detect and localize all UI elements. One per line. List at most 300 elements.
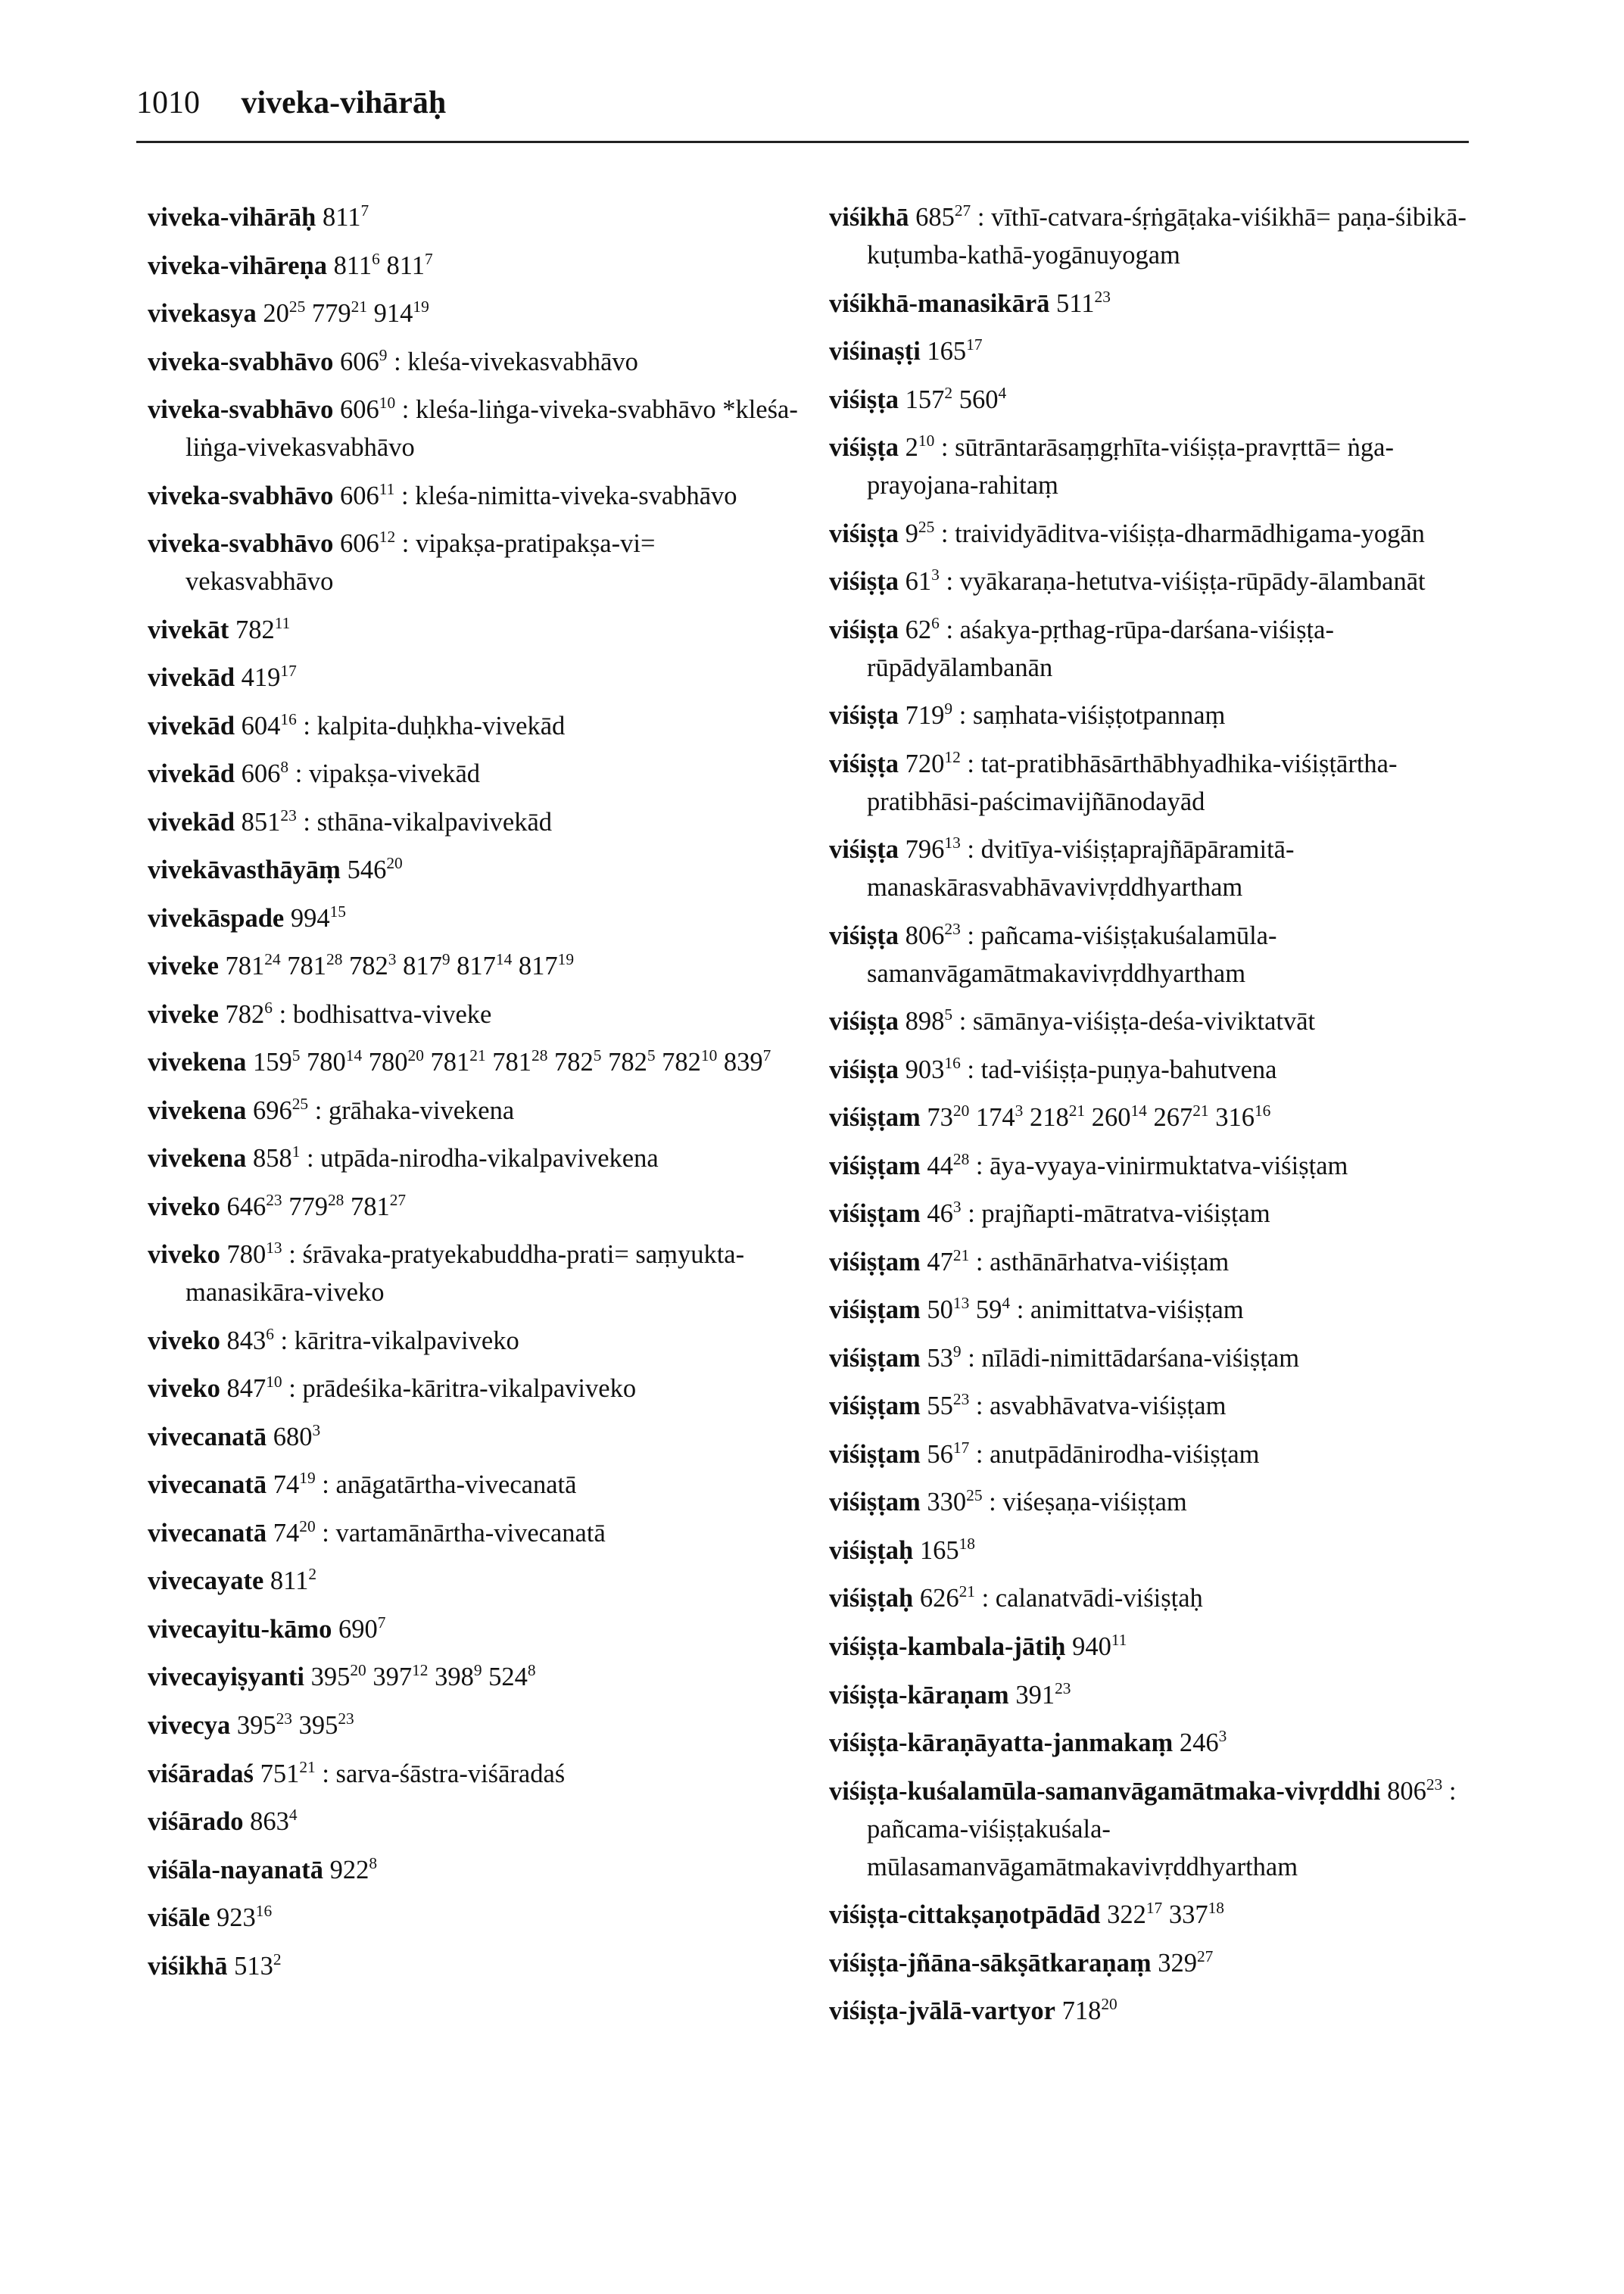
entry-headword: vivekasya xyxy=(148,299,257,329)
index-entry: viśiṣṭa $720^{12}$ : tat-pratibhāsārthābhyadhika-viśiṣṭārtha-pratibhāsi-paścimavijñānodayād xyxy=(829,747,1398,816)
ref-page: 817 xyxy=(457,952,496,981)
index-entry xyxy=(148,1947,799,1985)
index-entry: viśiṣṭa $61^3$ : vyākaraṇa-hetutva-viśiṣṭa-rūpādy-ālambanāt xyxy=(829,565,1426,597)
entry-gloss: āya-vyaya-vinirmuktatva-viśiṣṭam xyxy=(990,1151,1348,1180)
page-reference xyxy=(927,1199,961,1228)
ref-line: 20 xyxy=(386,853,403,872)
entry-gloss: vyākaraṇa-hetutva-viśiṣṭa-rūpādy-ālambanāt xyxy=(959,567,1426,597)
index-entry: viśiṣṭaḥ $626^{21}$ : calanatvādi-viśiṣṭaḥ xyxy=(829,1582,1203,1613)
index-entry: viśiṣṭam $44^{28}$ : āya-vyaya-vinirmuktatva-viśiṣṭam xyxy=(829,1149,1348,1180)
page-reference xyxy=(1158,1946,1214,1978)
ref-line: 6 xyxy=(266,1324,274,1343)
page-reference xyxy=(226,1240,282,1269)
entry-headword: viśiṣṭa-kāraṇam xyxy=(829,1680,1009,1710)
page-reference xyxy=(927,1392,969,1420)
ref-line: 20 xyxy=(350,1661,366,1680)
index-entry xyxy=(148,1658,799,1696)
index-entry: viśāradaś $751^{21}$ : sarva-śāstra-viśāradaś xyxy=(148,1757,566,1788)
ref-page: 44 xyxy=(927,1151,953,1180)
header-rule xyxy=(136,141,1469,143)
page-reference xyxy=(906,701,952,730)
page-reference xyxy=(1153,1103,1208,1132)
ref-page: 781 xyxy=(430,1048,470,1077)
ref-line: 14 xyxy=(345,1046,363,1065)
ref-line: 9 xyxy=(441,950,450,968)
entry-headword: vivekāt xyxy=(148,615,229,644)
page-reference xyxy=(386,251,432,280)
ref-line: 10 xyxy=(266,1373,282,1392)
ref-line: 21 xyxy=(351,297,368,316)
page-reference xyxy=(927,1344,961,1373)
ref-line: 13 xyxy=(266,1239,282,1258)
ref-page: 50 xyxy=(927,1295,953,1325)
entry-gloss: saṃhata-viśiṣṭotpannaṃ xyxy=(972,701,1226,731)
index-entry xyxy=(148,1610,799,1648)
page-reference xyxy=(927,1295,969,1324)
ref-page: 329 xyxy=(1158,1948,1197,1978)
ref-line: 7 xyxy=(424,249,433,268)
entry-headword: viveka-svabhāvo xyxy=(148,395,334,425)
entry-headword: viveka-svabhāvo xyxy=(148,529,334,559)
index-entry: viśiṣṭa $62^6$ : aśakya-pṛthag-rūpa-darśana-viśiṣṭa-rūpādyālambanān xyxy=(829,613,1334,682)
entry-gloss: vīthī-catvara-śṛṅgāṭaka-viśikhā= paṇa-śibikā-kuṭumba-kathā-yogānuyogam xyxy=(867,203,1467,270)
page-reference xyxy=(253,1144,300,1173)
page-reference xyxy=(554,1048,601,1077)
page-reference xyxy=(959,385,1006,414)
page-reference xyxy=(927,1488,982,1516)
page-reference xyxy=(338,1615,385,1644)
entry-headword: viśinaṣṭi xyxy=(829,337,921,366)
entry-headword: viśiṣṭa xyxy=(829,519,899,548)
ref-page: 74 xyxy=(273,1470,300,1500)
page-reference xyxy=(906,835,961,864)
entry-headword: viśiṣṭa xyxy=(829,433,899,463)
page-reference xyxy=(226,1326,273,1355)
ref-line: 18 xyxy=(959,1534,975,1553)
ref-page: 780 xyxy=(307,1048,346,1077)
ref-page: 398 xyxy=(435,1663,474,1692)
ref-line: 21 xyxy=(469,1046,486,1065)
entry-headword: viśiṣṭam xyxy=(829,1199,921,1229)
ref-page: 397 xyxy=(372,1663,413,1692)
ref-page: 858 xyxy=(252,1144,292,1173)
entry-gloss: anutpādānirodha-viśiṣṭam xyxy=(990,1439,1260,1469)
ref-page: 165 xyxy=(927,337,967,366)
page-reference xyxy=(273,1420,321,1451)
entry-gloss: sarva-śāstra-viśāradaś xyxy=(335,1759,566,1788)
ref-page: 626 xyxy=(919,1584,959,1613)
entry-headword: viśāradaś xyxy=(148,1759,254,1788)
ref-line: 23 xyxy=(276,1709,292,1728)
page-reference xyxy=(234,1952,281,1981)
page-reference xyxy=(334,251,380,280)
entry-gloss: vipakṣa-vivekād xyxy=(308,759,481,789)
entry-gloss: kleśa-liṅga-viveka-svabhāvo *kleśa-liṅga-vivekasvabhāvo xyxy=(185,395,798,463)
entry-headword: viśiṣṭam xyxy=(829,1295,921,1325)
index-entry: viśiṣṭa-kuśalamūla-samanvāgamātmaka-vivṛddhi $806^{23}$ : pañcama-viśiṣṭakuśala-mūlasamanvāgamātmakavivṛddhyartham xyxy=(829,1775,1457,1881)
ref-page: 685 xyxy=(915,203,955,232)
ref-page: 806 xyxy=(905,921,945,950)
ref-line: 28 xyxy=(327,1190,344,1209)
ref-line: 10 xyxy=(918,431,935,450)
ref-page: 337 xyxy=(1168,1900,1208,1930)
index-entry xyxy=(148,611,799,649)
entry-gloss: asvabhāvatva-viśiṣṭam xyxy=(990,1392,1227,1421)
ref-page: 811 xyxy=(386,251,425,280)
entry-gloss: bodhisattva-viveke xyxy=(292,999,492,1029)
ref-line: 19 xyxy=(557,950,575,968)
index-entry: vivecanatā $74^{19}$ : anāgatārtha-vivecanatā xyxy=(148,1469,577,1500)
ref-page: 322 xyxy=(1107,1900,1146,1930)
entry-headword: viveke xyxy=(148,952,219,981)
entry-headword: viśiṣṭa xyxy=(829,567,899,597)
ref-page: 796 xyxy=(905,835,945,865)
page-reference xyxy=(263,299,305,328)
entry-headword: viśiṣṭam xyxy=(829,1392,921,1421)
page-reference xyxy=(253,1048,300,1077)
entry-headword: viśikhā xyxy=(148,1951,228,1981)
index-entry: viveko $843^6$ : kāritra-vikalpaviveko xyxy=(148,1324,519,1355)
ref-line: 25 xyxy=(966,1486,983,1505)
page-reference xyxy=(1092,1103,1147,1132)
ref-line: 6 xyxy=(372,249,380,268)
index-entry xyxy=(829,1532,1495,1569)
entry-headword: vivecanatā xyxy=(148,1518,267,1548)
entry-headword: viveka-svabhāvo xyxy=(148,347,334,376)
page-reference xyxy=(431,1048,486,1077)
entry-gloss: vartamānārtha-vivecanatā xyxy=(335,1518,606,1548)
ref-line: 20 xyxy=(407,1046,424,1065)
page-reference xyxy=(253,1096,308,1125)
page-reference xyxy=(1015,1678,1071,1710)
index-entry: viveka-svabhāvo $606^9$ : kleśa-vivekasvabhāvo xyxy=(148,345,638,376)
page-reference xyxy=(724,1048,771,1077)
left-column xyxy=(148,198,799,1985)
entry-headword: vivekād xyxy=(148,807,235,837)
ref-line: 3 xyxy=(388,950,397,968)
ref-page: 606 xyxy=(340,529,379,559)
ref-page: 914 xyxy=(373,299,413,329)
ref-page: 903 xyxy=(905,1055,945,1084)
ref-line: 23 xyxy=(952,1390,970,1409)
entry-headword: viveka-svabhāvo xyxy=(148,481,334,510)
page-reference xyxy=(1072,1632,1127,1661)
index-entry xyxy=(829,381,1495,419)
page-reference xyxy=(287,952,342,980)
page-reference xyxy=(288,1192,344,1221)
index-entry xyxy=(148,1851,799,1889)
ref-line: 27 xyxy=(954,201,971,220)
ref-line: 23 xyxy=(266,1190,282,1209)
index-entry: viśiṣṭa $9^{25}$ : traividyāditva-viśiṣṭa-dharmādhigama-yogān xyxy=(829,517,1425,548)
index-entry: viśiṣṭam $47^{21}$ : asthānārhatva-viśiṣṭam xyxy=(829,1245,1230,1276)
page-reference xyxy=(1056,289,1111,318)
ref-page: 781 xyxy=(225,952,265,981)
ref-line: 16 xyxy=(280,709,297,728)
ref-page: 174 xyxy=(975,1103,1015,1133)
page-reference xyxy=(608,1048,655,1077)
page-reference xyxy=(349,952,396,980)
entry-gloss: calanatvādi-viśiṣṭaḥ xyxy=(995,1584,1203,1613)
entry-gloss: śrāvaka-pratyekabuddha-prati= saṃyukta-manasikāra-viveko xyxy=(185,1240,745,1308)
page-reference xyxy=(403,952,450,980)
entry-gloss: prajñapti-mātratva-viśiṣṭam xyxy=(981,1199,1270,1229)
page-reference xyxy=(927,1103,969,1132)
index-entry xyxy=(148,1803,799,1840)
ref-line: 12 xyxy=(944,747,961,766)
ref-page: 56 xyxy=(927,1439,953,1469)
ref-page: 604 xyxy=(241,711,281,740)
index-entry: viśiṣṭam $55^{23}$ : asvabhāvatva-viśiṣṭam xyxy=(829,1390,1227,1421)
page-reference xyxy=(250,1807,297,1836)
page-reference xyxy=(340,529,395,558)
page-reference xyxy=(226,952,281,980)
page-reference xyxy=(1387,1777,1442,1806)
ref-line: 15 xyxy=(329,902,346,921)
ref-line: 14 xyxy=(495,950,513,968)
page-reference xyxy=(1169,1900,1224,1929)
ref-page: 811 xyxy=(333,251,372,280)
entry-headword: viveko xyxy=(148,1374,220,1404)
ref-line: 17 xyxy=(1146,1898,1163,1917)
index-entry xyxy=(829,332,1495,370)
ref-line: 11 xyxy=(1111,1630,1127,1649)
ref-page: 646 xyxy=(226,1192,267,1221)
ref-page: 46 xyxy=(927,1199,953,1229)
ref-page: 316 xyxy=(1215,1103,1255,1133)
ref-line: 17 xyxy=(966,335,983,354)
page-reference xyxy=(492,1048,547,1077)
ref-page: 606 xyxy=(340,481,379,510)
index-entry xyxy=(148,1899,799,1937)
page-reference xyxy=(340,345,388,376)
ref-page: 863 xyxy=(250,1807,289,1837)
ref-page: 817 xyxy=(518,952,558,981)
ref-line: 21 xyxy=(959,1582,975,1601)
ref-line: 16 xyxy=(944,1053,961,1072)
ref-page: 922 xyxy=(329,1855,369,1884)
ref-line: 23 xyxy=(944,919,961,938)
index-entry xyxy=(148,1043,799,1081)
page-reference xyxy=(906,433,935,462)
ref-page: 20 xyxy=(263,299,289,329)
ref-line: 10 xyxy=(379,393,396,412)
entry-headword: vivekena xyxy=(148,1048,247,1077)
page-reference xyxy=(905,747,961,778)
ref-page: 782 xyxy=(608,1048,647,1077)
page-reference xyxy=(488,1663,535,1691)
index-entry: vivekād $851^{23}$ : sthāna-vikalpavivekād xyxy=(148,806,553,837)
page-reference xyxy=(1030,1103,1085,1132)
index-entry xyxy=(148,1188,799,1226)
right-column xyxy=(829,198,1495,2030)
ref-line: 16 xyxy=(255,1901,273,1920)
entry-headword: viśārado xyxy=(148,1807,244,1837)
ref-page: 395 xyxy=(310,1663,351,1692)
ref-page: 330 xyxy=(927,1488,967,1517)
page-reference xyxy=(235,613,291,644)
index-entry: viśiṣṭam $53^9$ : nīlādi-nimittādarśana-viśiṣṭam xyxy=(829,1342,1300,1373)
index-entry xyxy=(148,659,799,697)
ref-page: 718 xyxy=(1061,1996,1102,2026)
ref-line: 8 xyxy=(280,757,289,776)
ref-line: 3 xyxy=(952,1198,962,1217)
index-entry xyxy=(829,1896,1495,1934)
ref-page: 780 xyxy=(226,1240,267,1270)
ref-page: 62 xyxy=(905,615,932,644)
entry-headword: viśiṣṭa xyxy=(829,385,899,414)
ref-line: 5 xyxy=(291,1046,301,1065)
ref-line: 21 xyxy=(1192,1102,1209,1121)
ref-line: 8 xyxy=(527,1661,536,1680)
entry-headword: viśiṣṭam xyxy=(829,1488,921,1517)
ref-page: 847 xyxy=(226,1374,267,1404)
index-entry xyxy=(148,1418,799,1456)
page-reference xyxy=(260,1759,316,1788)
page-reference xyxy=(927,1245,970,1276)
entry-gloss: sthāna-vikalpavivekād xyxy=(316,807,553,837)
entry-headword: vivekāvasthāyāṃ xyxy=(148,856,341,885)
ref-page: 782 xyxy=(554,1048,594,1077)
page-reference xyxy=(226,1374,282,1403)
page-reference xyxy=(242,663,297,692)
page-reference xyxy=(976,1103,1023,1132)
ref-page: 165 xyxy=(919,1535,959,1565)
page-reference xyxy=(905,613,940,644)
entry-gloss: kāritra-vikalpaviveko xyxy=(294,1326,519,1355)
ref-line: 12 xyxy=(412,1661,429,1680)
index-entry xyxy=(148,295,799,332)
ref-line: 14 xyxy=(1130,1102,1147,1121)
index-entry: viśiṣṭa $806^{23}$ : pañcama-viśiṣṭakuśalamūla-samanvāgamātmakavivṛddhyartham xyxy=(829,919,1277,988)
entry-gloss: prādeśika-kāritra-vikalpaviveko xyxy=(302,1374,637,1404)
ref-page: 513 xyxy=(234,1951,273,1981)
page-reference xyxy=(906,519,935,548)
page-reference xyxy=(312,299,367,328)
index-entry xyxy=(148,899,799,937)
entry-headword: viśiṣṭam xyxy=(829,1439,921,1469)
index-entry xyxy=(148,198,799,236)
ref-page: 780 xyxy=(368,1048,408,1077)
index-entry: viveko $780^{13}$ : śrāvaka-pratyekabuddha-prati= saṃyukta-manasikāra-viveko xyxy=(148,1239,745,1308)
ref-page: 782 xyxy=(662,1048,701,1077)
ref-line: 27 xyxy=(1196,1946,1214,1965)
running-headword: viveka-vihārāḥ xyxy=(241,86,447,120)
page-reference xyxy=(242,759,288,788)
index-entry: vivecanatā $74^{20}$ : vartamānārtha-vivecanatā xyxy=(148,1516,606,1548)
ref-page: 779 xyxy=(311,299,351,329)
index-entry: vivekād $604^{16}$ : kalpita-duḥkha-vivekād xyxy=(148,709,566,740)
entry-headword: viśiṣṭa xyxy=(829,835,899,865)
index-entry xyxy=(829,1676,1495,1714)
entry-gloss: pañcama-viśiṣṭakuśala-mūlasamanvāgamātmakavivṛddhyartham xyxy=(867,1814,1298,1881)
page-reference xyxy=(329,1853,378,1884)
ref-page: 59 xyxy=(975,1295,1002,1325)
page-reference xyxy=(906,1007,952,1036)
ref-page: 267 xyxy=(1153,1103,1193,1133)
page-reference xyxy=(457,952,512,980)
ref-line: 10 xyxy=(700,1046,718,1065)
entry-headword: vivecya xyxy=(148,1711,231,1740)
page-reference xyxy=(1062,1996,1117,2025)
ref-line: 28 xyxy=(531,1046,548,1065)
page-reference xyxy=(270,1566,316,1595)
index-entry xyxy=(829,1944,1495,1982)
page-reference xyxy=(906,1055,961,1084)
entry-gloss: grāhaka-vivekena xyxy=(328,1096,515,1125)
entry-gloss: tad-viśiṣṭa-puṇya-bahutvena xyxy=(980,1055,1277,1084)
entry-headword: vivekād xyxy=(148,759,235,789)
page-reference xyxy=(906,921,961,950)
ref-page: 260 xyxy=(1091,1103,1131,1133)
ref-line: 24 xyxy=(264,950,281,968)
ref-page: 994 xyxy=(290,903,330,933)
page-reference xyxy=(323,203,369,232)
entry-headword: vivecayitu-kāmo xyxy=(148,1614,332,1644)
ref-page: 560 xyxy=(959,385,999,414)
index-entry: viśiṣṭa $903^{16}$ : tad-viśiṣṭa-puṇya-bahutvena xyxy=(829,1053,1277,1084)
entry-gloss: anāgatārtha-vivecanatā xyxy=(335,1470,577,1500)
page-number: 1010 xyxy=(136,86,200,120)
ref-page: 524 xyxy=(488,1663,528,1692)
page-reference xyxy=(920,1536,975,1565)
entry-headword: viśiṣṭa-kambala-jātiḥ xyxy=(829,1632,1066,1661)
ref-line: 20 xyxy=(952,1102,970,1121)
page-reference xyxy=(976,1295,1010,1324)
ref-page: 696 xyxy=(252,1096,292,1125)
ref-line: 2 xyxy=(273,1950,282,1968)
ref-line: 13 xyxy=(944,833,961,852)
page-reference xyxy=(927,1440,969,1469)
entry-gloss: viśeṣaṇa-viśiṣṭam xyxy=(1002,1488,1187,1517)
ref-line: 20 xyxy=(299,1516,316,1535)
entry-gloss: pañcama-viśiṣṭakuśalamūla-samanvāgamātmakavivṛddhyartham xyxy=(867,921,1277,988)
ref-page: 680 xyxy=(273,1422,313,1451)
entry-headword: viśiṣṭam xyxy=(829,1151,921,1180)
entry-headword: vivekena xyxy=(148,1144,247,1173)
ref-line: 3 xyxy=(931,565,940,584)
index-entry: viveka-svabhāvo $606^{11}$ : kleśa-nimitta-viveka-svabhāvo xyxy=(148,479,737,510)
ref-page: 395 xyxy=(298,1711,338,1740)
ref-page: 73 xyxy=(927,1103,953,1133)
index-entry: viveka-svabhāvo $606^{12}$ : vipakṣa-pratipakṣa-vi= vekasvabhāvo xyxy=(148,527,656,597)
entry-headword: viśiṣṭam xyxy=(829,1247,921,1276)
ref-page: 391 xyxy=(1015,1680,1055,1710)
entry-headword: viśiṣṭam xyxy=(829,1103,921,1133)
entry-headword: viśāle xyxy=(148,1903,210,1933)
ref-line: 23 xyxy=(1094,287,1111,306)
ref-page: 806 xyxy=(1387,1776,1426,1806)
page-reference xyxy=(242,808,297,837)
ref-page: 782 xyxy=(235,615,275,644)
entry-headword: viveko xyxy=(148,1240,220,1270)
index-entry: viśiṣṭam $50^{13}$ $59^4$ : animittatva-viśiṣṭam xyxy=(829,1294,1244,1325)
ref-line: 9 xyxy=(473,1661,482,1680)
ref-page: 47 xyxy=(927,1247,953,1276)
ref-page: 781 xyxy=(350,1192,390,1221)
ref-line: 11 xyxy=(274,613,291,632)
page-reference xyxy=(435,1663,482,1691)
page-reference xyxy=(226,1000,273,1029)
ref-page: 839 xyxy=(723,1048,763,1077)
entry-gloss: dvitīya-viśiṣṭaprajñāpāramitā-manaskārasvabhāvavivṛddhyartham xyxy=(867,835,1295,902)
index-entry: viśiṣṭa $719^9$ : saṃhata-viśiṣṭotpannaṃ xyxy=(829,699,1226,731)
ref-line: 21 xyxy=(299,1757,316,1776)
page-reference xyxy=(662,1048,717,1077)
page-reference xyxy=(927,1149,970,1180)
entry-gloss: aśakya-pṛthag-rūpa-darśana-viśiṣṭa-rūpādyālambanān xyxy=(867,615,1334,682)
ref-line: 7 xyxy=(762,1046,771,1065)
